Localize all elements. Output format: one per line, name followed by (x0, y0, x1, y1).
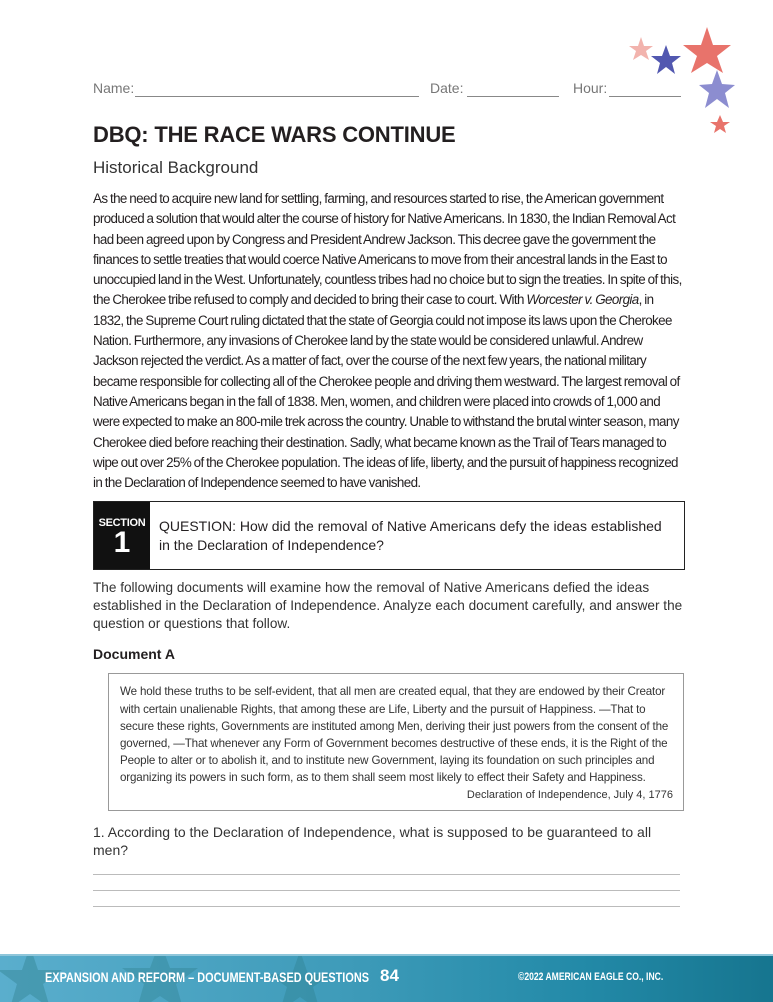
instructions: The following documents will examine how the removal of Native Americans defied the ideas established in the Declaration of Independence. Analyze each document carefully, and answer the question or questions that follow. (93, 580, 683, 632)
section-badge (94, 502, 150, 569)
section-question-box (93, 501, 685, 570)
section-number: 1 (113, 526, 131, 560)
answer-line[interactable] (93, 891, 680, 907)
star-icon (683, 27, 731, 73)
page-number: 84 (380, 966, 399, 985)
footer-book-title: EXPANSION AND REFORM – DOCUMENT-BASED QUESTIONS (45, 969, 369, 985)
answer-line[interactable] (93, 859, 680, 875)
section-subtitle: Historical Background (93, 158, 259, 177)
date-label: Date: (430, 80, 464, 96)
date-field[interactable] (467, 96, 559, 97)
page-title: DBQ: THE RACE WARS CONTINUE (93, 122, 456, 147)
star-icon (651, 45, 681, 74)
document-a-box (108, 673, 684, 811)
hour-field[interactable] (609, 96, 681, 97)
section-question: QUESTION: How did the removal of Native Americans defy the ideas established in the Declaration of Independence? (159, 518, 662, 554)
background-text: As the need to acquire new land for settling, farming, and resources started to rise, the American government produced a solution that would alter the course of history for Native Americans. In 1830, the Indian Removal Act had been agreed upon by Congress and President Andrew Jackson. This decree gave the government the finances to settle treaties that would coerce Native Americans to move from their ancestral lands in the East to unoccupied land in the West. Unfortunately, countless tribes had no choice but to sign the treaties. In spite of this, the Cherokee tribe refused to comply and decided to bring their case to court. With (93, 191, 682, 308)
answer-line[interactable] (93, 875, 680, 891)
hour-label: Hour: (573, 80, 608, 96)
name-field[interactable] (135, 96, 419, 97)
page-footer (0, 954, 773, 1002)
star-icon (629, 37, 653, 60)
case-name: Worcester v. Georgia (526, 292, 639, 308)
star-icon (699, 70, 735, 108)
document-a-citation: Declaration of Independence, July 4, 1776 (466, 789, 673, 802)
name-label: Name: (93, 80, 135, 96)
footer-copyright: ©2022 AMERICAN EAGLE CO., INC. (518, 971, 664, 983)
section-label: SECTION (98, 517, 146, 530)
document-a-label: Document A (93, 646, 175, 663)
background-text: , in 1832, the Supreme Court ruling dictated that the state of Georgia could not impose its laws upon the Cherokee Nation. Furthermore, any invasions of Cherokee land by the state would be considered unlawful. Andrew Jackson rejected the verdict. As a matter of fact, over the course of the next few years, the national military became responsible for collecting all of the Cherokee people and driving them westward. The largest removal of Native Americans began in the fall of 1838. Men, women, and children were placed into crowds of 1,000 and were expected to make an 800-mile trek across the country. Unable to withstand the brutal winter season, many Cherokee died before reaching their destination. Sadly, what became known as the Trail of Tears managed to wipe out over 25% of the Cherokee population. The ideas of life, liberty, and the pursuit of happiness recognized in the Declaration of Independence seemed to have vanished. (93, 292, 680, 491)
star-icon (710, 115, 730, 133)
document-a-quote: We hold these truths to be self-evident, that all men are created equal, that they are endowed by their Creator with certain unalienable Rights, that among these are Life, Liberty and the pursuit of Happiness. —That to secure these rights, Governments are instituted among Men, deriving their just powers from the consent of the governed, —That whenever any Form of Government becomes destructive of these ends, it is the Right of the People to alter or to abolish it, and to institute new Government, laying its foundation on such principles and organizing its powers in such form, as to them shall seem most likely to effect their Safety and Happiness. (120, 685, 669, 784)
historical-background-paragraph (93, 189, 685, 493)
question-1: 1. According to the Declaration of Independence, what is supposed to be guaranteed to all men? (93, 824, 652, 859)
worksheet-content (93, 122, 685, 907)
